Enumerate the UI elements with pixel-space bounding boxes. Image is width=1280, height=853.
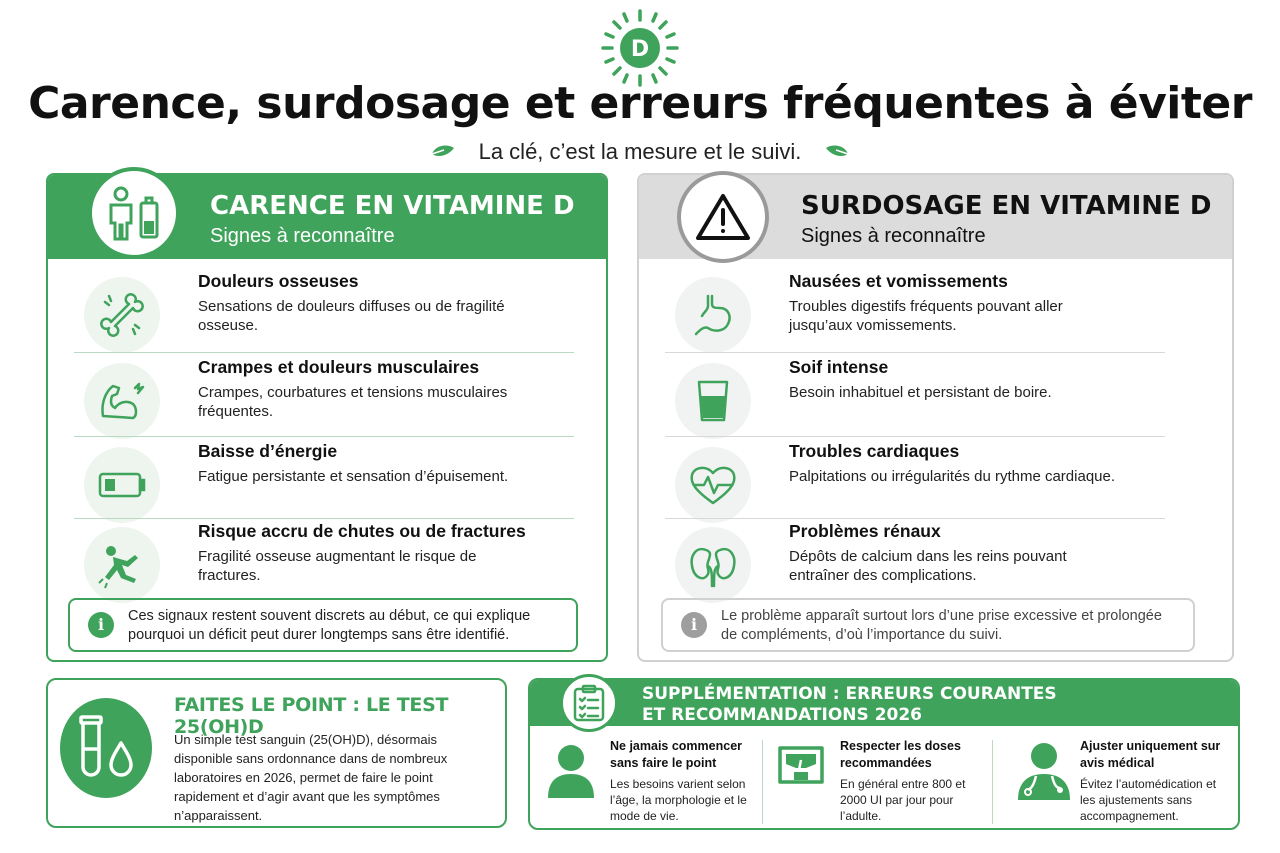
kidneys-icon [675, 527, 751, 603]
supplementation-column [776, 736, 996, 826]
item-title: Troubles cardiaques [789, 441, 960, 461]
list-item [665, 517, 1165, 601]
person-battery-icon [88, 167, 180, 259]
overdose-header [639, 175, 1232, 259]
item-title: Baisse d’énergie [198, 441, 338, 461]
user-icon [546, 740, 602, 800]
sun-letter: D [630, 37, 650, 62]
item-description: Troubles digestifs fréquents pouvant aller jusqu’aux vomissements. [789, 298, 1063, 334]
deficiency-title: CARENCE EN VITAMINE D [210, 191, 575, 221]
info-icon: i [681, 612, 707, 638]
item-description: Besoin inhabituel et persistant de boire. [789, 384, 1052, 401]
page-subtitle-row [0, 138, 1280, 165]
test-tube-drop-icon [60, 698, 152, 798]
bone-icon [84, 277, 160, 353]
warning-triangle-icon [677, 171, 769, 263]
note-text: Le problème apparaît surtout lors d’une prise excessive et prolongée de compléments, d’où l’importance du suivi. [721, 608, 1162, 643]
test-description: Un simple test sanguin (25(OH)D), désormais disponible sans ordonnance dans de nombreux laboratoires en 2026, permet de faire le point rapidement et d’agir avant que les symptômes n’apparaissent. [174, 732, 448, 823]
divider [762, 740, 763, 824]
item-title: Problèmes rénaux [789, 521, 941, 541]
deficiency-panel [46, 173, 608, 662]
stomach-icon [675, 277, 751, 353]
supplementation-column [1016, 736, 1236, 826]
column-title: Respecter les doses recommandées [840, 739, 961, 770]
item-description: Crampes, courbatures et tensions musculaires fréquentes. [198, 384, 508, 420]
divider [992, 740, 993, 824]
item-description: Sensations de douleurs diffuses ou de fragilité osseuse. [198, 298, 505, 334]
item-title: Crampes et douleurs musculaires [198, 357, 480, 377]
supplementation-box [528, 678, 1240, 830]
overdose-subtitle: Signes à reconnaître [801, 225, 986, 247]
supplementation-column [546, 736, 766, 826]
item-title: Risque accru de chutes ou de fractures [198, 521, 526, 541]
list-item [74, 267, 574, 351]
overdose-title: SURDOSAGE EN VITAMINE D [801, 191, 1212, 221]
page-subtitle: La clé, c’est la mesure et le suivi. [478, 139, 802, 165]
info-icon: i [88, 612, 114, 638]
column-description: Évitez l’automédication et les ajustements sans accompagnement. [1080, 777, 1217, 823]
leaf-icon [430, 142, 456, 162]
scale-icon [776, 740, 832, 800]
item-title: Nausées et vomissements [789, 271, 1008, 291]
overdose-note [661, 598, 1195, 652]
supplementation-title-line1: SUPPLÉMENTATION : ERREURS COURANTES [642, 684, 1057, 704]
falling-person-icon [84, 527, 160, 603]
test-title: FAITES LE POINT : LE TEST 25(OH)D [174, 694, 449, 738]
doctor-icon [1016, 740, 1072, 800]
item-description: Fatigue persistante et sensation d’épuisement. [198, 468, 509, 485]
supplementation-header [530, 680, 1238, 726]
list-item [665, 437, 1165, 521]
list-item [74, 353, 574, 437]
item-description: Dépôts de calcium dans les reins pouvant entraîner des complications. [789, 548, 1067, 584]
item-title: Douleurs osseuses [198, 271, 359, 291]
overdose-panel [637, 173, 1234, 662]
item-description: Fragilité osseuse augmentant le risque de fractures. [198, 548, 477, 584]
column-description: Les besoins varient selon l’âge, la morphologie et le mode de vie. [610, 777, 747, 823]
heartbeat-icon [675, 447, 751, 523]
clipboard-checklist-icon [560, 674, 618, 732]
item-title: Soif intense [789, 357, 889, 377]
supplementation-title-line2: ET RECOMMANDATIONS 2026 [642, 705, 923, 725]
list-item [665, 267, 1165, 351]
deficiency-header [48, 175, 606, 259]
supplementation-title [642, 684, 1057, 726]
list-item [74, 517, 574, 601]
vitamin-d-sun-icon [600, 8, 680, 88]
leaf-icon [824, 142, 850, 162]
column-title: Ajuster uniquement sur avis médical [1080, 739, 1221, 770]
test-25ohd-box [46, 678, 507, 828]
column-description: En général entre 800 et 2000 UI par jour pour l’adulte. [840, 777, 966, 823]
list-item [665, 353, 1165, 437]
low-battery-icon [84, 447, 160, 523]
deficiency-subtitle: Signes à reconnaître [210, 225, 395, 247]
column-title: Ne jamais commencer sans faire le point [610, 739, 743, 770]
page-title: Carence, surdosage et erreurs fréquentes à éviter [28, 78, 1252, 129]
water-glass-icon [675, 363, 751, 439]
list-item [74, 437, 574, 521]
deficiency-note [68, 598, 578, 652]
item-description: Palpitations ou irrégularités du rythme cardiaque. [789, 468, 1116, 485]
muscle-arm-icon [84, 363, 160, 439]
note-text: Ces signaux restent souvent discrets au début, ce qui explique pourquoi un déficit peut durer longtemps sans être identifié. [128, 608, 531, 643]
